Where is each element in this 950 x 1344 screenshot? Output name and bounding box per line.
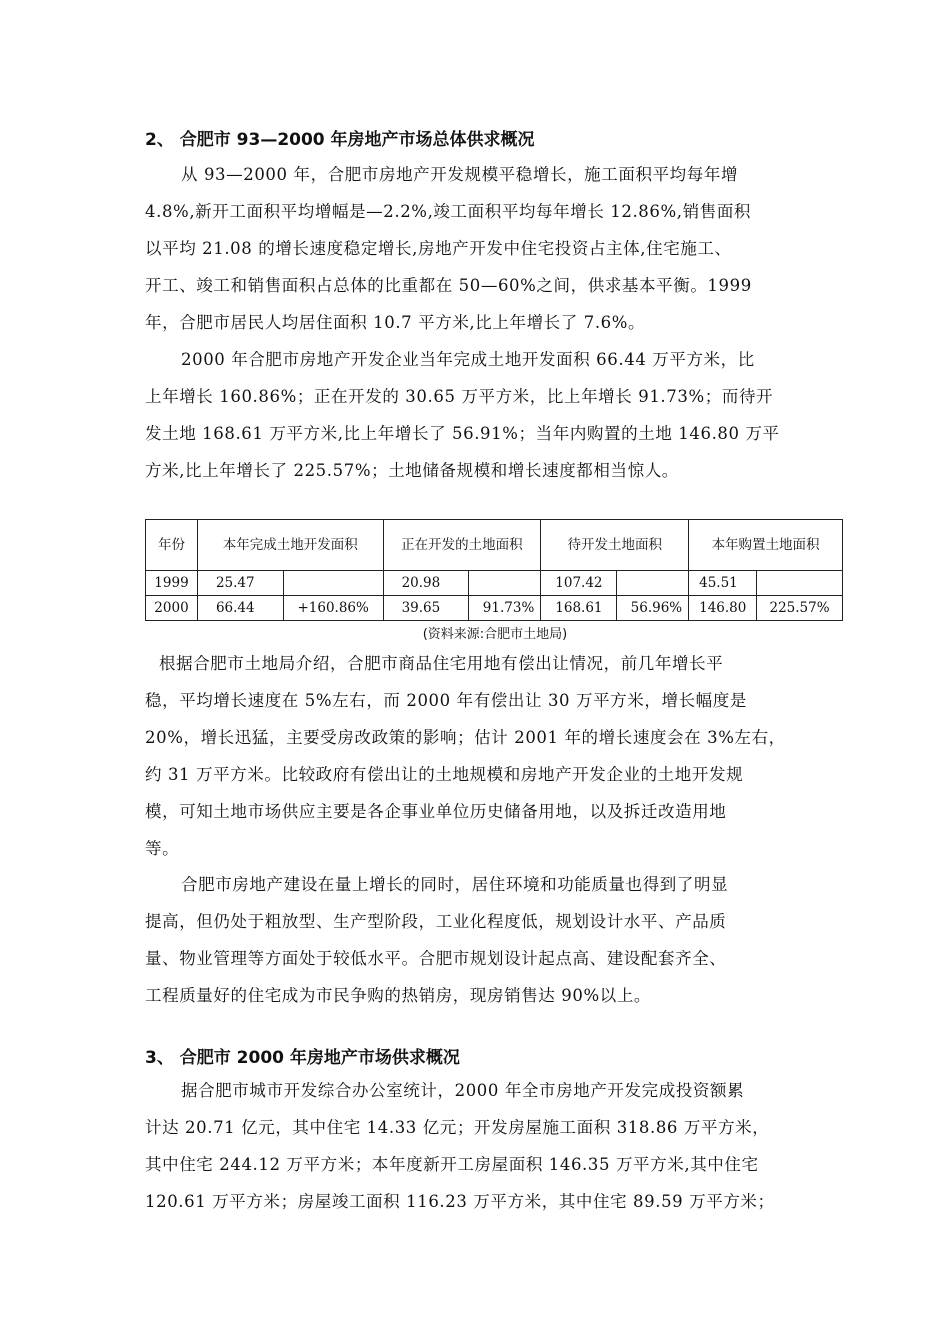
table-cell (283, 571, 383, 596)
text-line: 据合肥市城市开发综合办公室统计，2000 年全市房地产开发完成投资额累 (181, 1081, 745, 1100)
text-line: 约 31 万平方米。比较政府有偿出让的土地规模和房地产开发企业的土地开发规 (145, 765, 744, 784)
text-line: 量、物业管理等方面处于较低水平。合肥市规划设计起点高、建设配套齐全、 (145, 949, 727, 968)
table-cell: 45.51 (689, 571, 757, 596)
table-row (146, 571, 843, 596)
table-cell: +160.86% (283, 596, 383, 621)
table-cell: 225.57% (757, 596, 843, 621)
header-completed-land: 本年完成土地开发面积 (197, 520, 383, 571)
table-row (146, 596, 843, 621)
section-3-paragraph-1 (145, 1072, 825, 1220)
header-pending-land: 待开发土地面积 (541, 520, 689, 571)
text-line: 发土地 168.61 万平方米,比上年增长了 56.91%；当年内购置的土地 146.80 万平 (145, 424, 780, 443)
section-2-paragraph-4 (145, 866, 825, 1014)
section-2-heading: 2、 合肥市 93—2000 年房地产市场总体供求概况 (145, 130, 535, 150)
land-development-table (145, 519, 843, 621)
table-cell (469, 571, 541, 596)
section-2-paragraph-1 (145, 156, 825, 341)
text-line: 从 93—2000 年，合肥市房地产开发规模平稳增长，施工面积平均每年增 (181, 165, 739, 184)
text-line: 工程质量好的住宅成为市民争购的热销房，现房销售达 90%以上。 (145, 986, 652, 1005)
table-cell: 91.73% (469, 596, 541, 621)
text-line: 120.61 万平方米；房屋竣工面积 116.23 万平方米，其中住宅 89.59 万平方米； (145, 1192, 775, 1211)
table-cell: 1999 (146, 571, 198, 596)
table-cell: 20.98 (383, 571, 469, 596)
section-2-paragraph-2 (145, 341, 825, 489)
table-cell: 56.96% (617, 596, 689, 621)
text-line: 提高，但仍处于粗放型、生产型阶段，工业化程度低，规划设计水平、产品质 (145, 912, 727, 931)
text-line: 计达 20.71 亿元，其中住宅 14.33 亿元；开发房屋施工面积 318.86 万平方米， (145, 1118, 770, 1137)
text-line: 合肥市房地产建设在量上增长的同时，居住环境和功能质量也得到了明显 (181, 875, 729, 894)
text-line: 开工、竣工和销售面积占总体的比重都在 50—60%之间，供求基本平衡。1999 (145, 276, 752, 295)
text-line: 年，合肥市居民人均居住面积 10.7 平方米,比上年增长了 7.6%。 (145, 313, 646, 332)
text-line: 其中住宅 244.12 万平方米；本年度新开工房屋面积 146.35 万平方米,其中住宅 (145, 1155, 759, 1174)
table-cell: 66.44 (197, 596, 283, 621)
text-line: 稳，平均增长速度在 5%左右，而 2000 年有偿出让 30 万平方米，增长幅度是 (145, 691, 747, 710)
text-line: 方米,比上年增长了 225.57%；土地储备规模和增长速度都相当惊人。 (145, 461, 679, 480)
table-header-row (146, 520, 843, 571)
section-2-paragraph-3 (145, 645, 825, 867)
header-developing-land: 正在开发的土地面积 (383, 520, 541, 571)
text-line: 以平均 21.08 的增长速度稳定增长,房地产开发中住宅投资占主体,住宅施工、 (145, 239, 732, 258)
table-cell: 107.42 (541, 571, 617, 596)
header-year: 年份 (146, 520, 198, 571)
table-cell: 25.47 (197, 571, 283, 596)
table-cell (617, 571, 689, 596)
table-cell: 39.65 (383, 596, 469, 621)
text-line: 20%，增长迅猛，主要受房改政策的影响；估计 2001 年的增长速度会在 3%左右， (145, 728, 786, 747)
text-line: 等。 (145, 839, 180, 858)
section-3-heading: 3、 合肥市 2000 年房地产市场供求概况 (145, 1048, 460, 1068)
text-line: 4.8%,新开工面积平均增幅是—2.2%,竣工面积平均每年增长 12.86%,销售面积 (145, 202, 752, 221)
text-line: 上年增长 160.86%；正在开发的 30.65 万平方米，比上年增长 91.73%；而待开 (145, 387, 774, 406)
table-source-note: (资料来源:合肥市土地局) (422, 627, 568, 642)
text-line: 2000 年合肥市房地产开发企业当年完成土地开发面积 66.44 万平方米，比 (181, 350, 755, 369)
table-cell: 2000 (146, 596, 198, 621)
table-cell: 168.61 (541, 596, 617, 621)
text-line: 模，可知土地市场供应主要是各企事业单位历史储备用地，以及拆迁改造用地 (145, 802, 727, 821)
text-line: 根据合肥市土地局介绍，合肥市商品住宅用地有偿出让情况，前几年增长平 (159, 654, 724, 673)
header-purchased-land: 本年购置土地面积 (689, 520, 843, 571)
table-cell: 146.80 (689, 596, 757, 621)
table-cell (757, 571, 843, 596)
